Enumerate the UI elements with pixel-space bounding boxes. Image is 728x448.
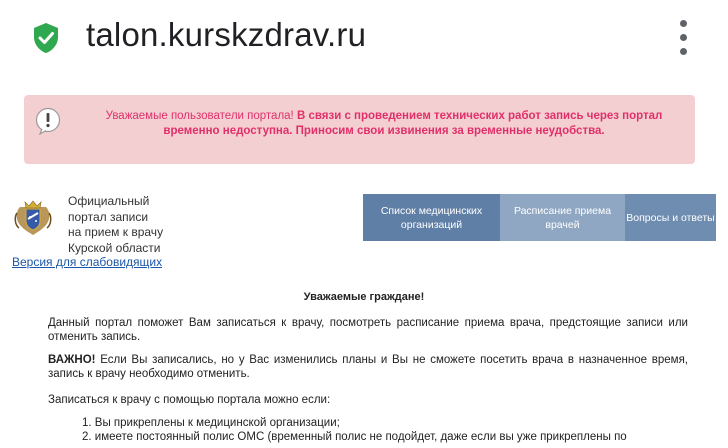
browser-url-bar [0, 0, 728, 80]
important-paragraph [48, 353, 688, 381]
portal-name-line: Курской области [68, 240, 161, 255]
alert-message [84, 109, 684, 139]
conditions-list [82, 416, 688, 444]
conditions-intro: Записаться к врачу с помощью портала можно если: [48, 394, 331, 406]
kursk-crest-logo[interactable] [12, 197, 54, 237]
maintenance-alert [24, 95, 695, 164]
portal-name-line: на прием к врачу [68, 225, 164, 239]
list-item: 1. Вы прикреплены к медицинской организации; [82, 417, 340, 429]
main-nav [363, 194, 716, 241]
nav-faq[interactable]: Вопросы и ответы [625, 194, 716, 241]
portal-name [68, 194, 208, 256]
alert-text-bold: В связи с проведением технических работ запись через портал временно недоступна. Приносим свои извинения за временные неудобства. [163, 110, 663, 137]
exclamation-icon [34, 107, 62, 135]
portal-name-line: Официальный [68, 194, 150, 208]
list-item: 2. имеете постоянный полис ОМС (временный полис не подойдет, даже если вы уже прикреплены по [82, 431, 627, 443]
greeting-heading: Уважаемые граждане! [303, 291, 425, 303]
url-text[interactable]: talon.kurskzdrav.ru [86, 16, 367, 53]
alert-text-normal: Уважаемые пользователи портала! [105, 110, 297, 122]
accessibility-version-link[interactable]: Версия для слабовидящих [12, 255, 163, 269]
kebab-menu-icon[interactable] [672, 18, 696, 58]
important-text: Если Вы записались, но у Вас изменились планы и Вы не сможете посетить врача в назначенное время, запись к врачу необходимо отменить. [48, 354, 688, 380]
important-label: ВАЖНО! [48, 354, 96, 366]
shield-check-icon[interactable] [32, 22, 60, 54]
intro-paragraph: Данный портал поможет Вам записаться к врачу, посмотреть расписание приема врача, предстоящие записи или отменить запись. [48, 317, 688, 343]
page-content [0, 80, 728, 448]
nav-doctor-schedule[interactable]: Расписание приема врачей [500, 194, 625, 241]
nav-medical-organizations[interactable]: Список медицинских организаций [363, 194, 500, 241]
portal-name-line: портал записи [68, 209, 149, 224]
